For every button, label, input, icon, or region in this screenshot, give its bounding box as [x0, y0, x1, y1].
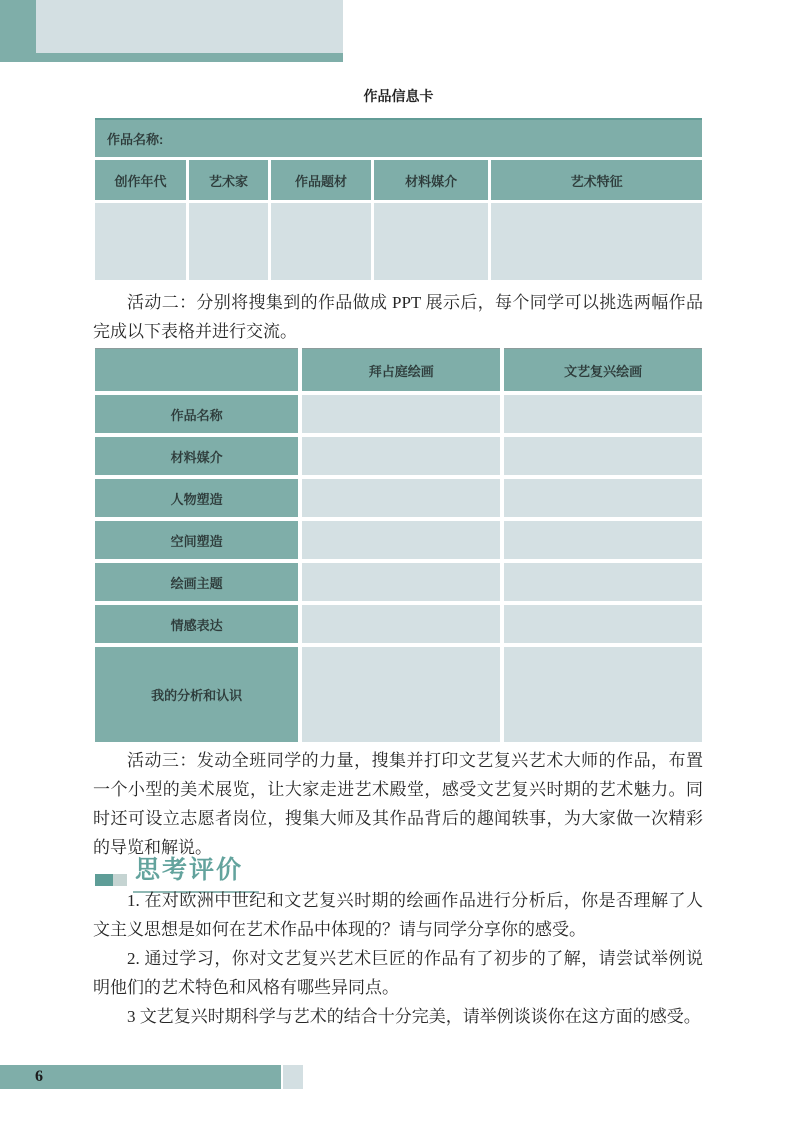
section-marker-light-square	[113, 874, 127, 886]
comparison-empty-cell	[302, 647, 500, 742]
comparison-row-label-space: 空间塑造	[95, 521, 298, 559]
comparison-empty-cell	[302, 605, 500, 643]
section-title: 思考评价	[133, 850, 259, 893]
comparison-empty-cell	[504, 563, 702, 601]
info-card-empty-cell	[491, 203, 702, 280]
comparison-empty-cell	[504, 647, 702, 742]
info-card-header-medium: 材料媒介	[374, 160, 488, 200]
info-card-header-artist: 艺术家	[189, 160, 268, 200]
comparison-empty-cell	[504, 605, 702, 643]
comparison-header-renaissance: 文艺复兴绘画	[504, 348, 702, 391]
comparison-empty-cell	[504, 479, 702, 517]
comparison-empty-cell	[302, 479, 500, 517]
comparison-row-label-medium: 材料媒介	[95, 437, 298, 475]
footer-light-square	[283, 1065, 303, 1089]
info-card-header-features: 艺术特征	[491, 160, 702, 200]
work-name-row: 作品名称:	[95, 120, 702, 157]
comparison-empty-cell	[302, 563, 500, 601]
comparison-row-label-figure: 人物塑造	[95, 479, 298, 517]
comparison-corner-cell	[95, 348, 298, 391]
question-item-2: 2. 通过学习，你对文艺复兴艺术巨匠的作品有了初步的了解，请尝试举例说明他们的艺术特色和风格有哪些异同点。	[93, 949, 703, 997]
question-item-1: 1. 在对欧洲中世纪和文艺复兴时期的绘画作品进行分析后，你是否理解了人文主义思想是如何在艺术作品中体现的？请与同学分享你的感受。	[93, 891, 703, 939]
activity2-paragraph: 活动二：分别将搜集到的作品做成 PPT 展示后，每个同学可以挑选两幅作品完成以下表格并进行交流。	[93, 293, 703, 341]
comparison-empty-cell	[504, 395, 702, 433]
comparison-empty-cell	[504, 521, 702, 559]
comparison-row-label-theme: 绘画主题	[95, 563, 298, 601]
top-decoration-bar	[0, 0, 343, 62]
comparison-empty-cell	[302, 521, 500, 559]
comparison-table	[95, 348, 702, 742]
info-card-title: 作品信息卡	[363, 88, 434, 104]
top-decoration-light-block	[36, 0, 343, 53]
comparison-row-label-emotion: 情感表达	[95, 605, 298, 643]
info-card-empty-cell	[189, 203, 268, 280]
comparison-row-label-analysis: 我的分析和认识	[95, 647, 298, 742]
comparison-empty-cell	[302, 395, 500, 433]
activity3-paragraph: 活动三：发动全班同学的力量，搜集并打印文艺复兴艺术大师的作品，布置一个小型的美术展览，让大家走进艺术殿堂，感受文艺复兴时期的艺术魅力。同时还可设立志愿者岗位，搜集大师及其作品背后的趣闻轶事，为大家做一次精彩的导览和解说。	[93, 751, 703, 857]
comparison-empty-cell	[302, 437, 500, 475]
info-card-header-subject: 作品题材	[271, 160, 371, 200]
section-marker-dark-square	[95, 874, 113, 886]
info-card-empty-cell	[374, 203, 488, 280]
page-number: 6	[35, 1068, 43, 1085]
info-card-empty-cell	[95, 203, 186, 280]
comparison-empty-cell	[504, 437, 702, 475]
question-item-3: 3 文艺复兴时期科学与艺术的结合十分完美，请举例谈谈你在这方面的感受。	[127, 1007, 701, 1026]
questions-list	[93, 886, 703, 1031]
info-card-empty-cell	[271, 203, 371, 280]
comparison-row-label-work-name: 作品名称	[95, 395, 298, 433]
info-card-header-year: 创作年代	[95, 160, 186, 200]
info-card-table	[95, 118, 702, 280]
comparison-header-byzantine: 拜占庭绘画	[302, 348, 500, 391]
